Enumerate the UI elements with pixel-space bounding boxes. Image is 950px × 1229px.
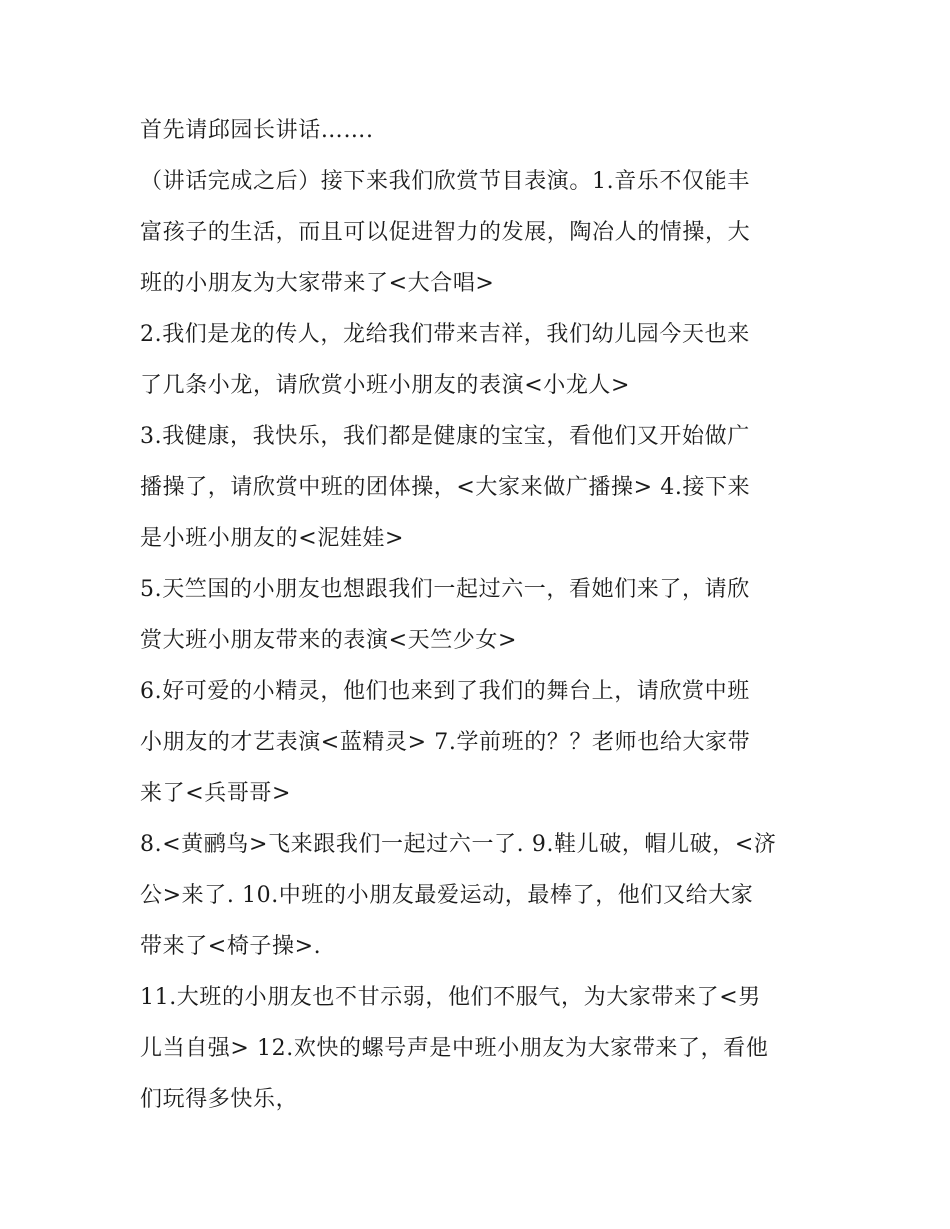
text-line: 赏大班小朋友带来的表演<天竺少女> xyxy=(140,628,518,653)
text-line: 了几条小龙，请欣赏小班小朋友的表演<小龙人> xyxy=(140,373,631,398)
text-line: 来了<兵哥哥> xyxy=(140,781,292,806)
text-line: 首先请邱园长讲话……. xyxy=(140,118,374,143)
text-line: （讲话完成之后）接下来我们欣赏节目表演。1.音乐不仅能丰 xyxy=(140,169,750,194)
text-line: 播操了，请欣赏中班的团体操，<大家来做广播操> 4.接下来 xyxy=(140,475,751,500)
text-line: 3.我健康，我快乐，我们都是健康的宝宝，看他们又开始做广 xyxy=(140,424,750,449)
text-line: 儿当自强> 12.欢快的螺号声是中班小朋友为大家带来了，看他 xyxy=(140,1036,769,1061)
text-line: 11.大班的小朋友也不甘示弱，他们不服气，为大家带来了<男 xyxy=(140,985,761,1010)
text-line: 小朋友的才艺表演<蓝精灵> 7.学前班的？？老师也给大家带 xyxy=(140,730,751,755)
text-line: 是小班小朋友的<泥娃娃> xyxy=(140,526,405,551)
text-line: 富孩子的生活，而且可以促进智力的发展，陶冶人的情操，大 xyxy=(140,220,751,245)
text-line: 5.天竺国的小朋友也想跟我们一起过六一，看她们来了，请欣 xyxy=(140,577,750,602)
text-line: 带来了<椅子操>. xyxy=(140,934,322,959)
text-line: 们玩得多快乐， xyxy=(140,1087,299,1112)
text-line: 班的小朋友为大家带来了<大合唱> xyxy=(140,271,495,296)
text-line: 公>来了. 10.中班的小朋友最爱运动，最棒了，他们又给大家 xyxy=(140,883,754,908)
text-line: 6.好可爱的小精灵，他们也来到了我们的舞台上，请欣赏中班 xyxy=(140,679,750,704)
text-line: 8.<黄鹂鸟>飞来跟我们一起过六一了. 9.鞋儿破，帽儿破，<济 xyxy=(140,832,777,857)
text-line: 2.我们是龙的传人，龙给我们带来吉祥，我们幼儿园今天也来 xyxy=(140,322,750,347)
document-body xyxy=(140,110,820,1130)
